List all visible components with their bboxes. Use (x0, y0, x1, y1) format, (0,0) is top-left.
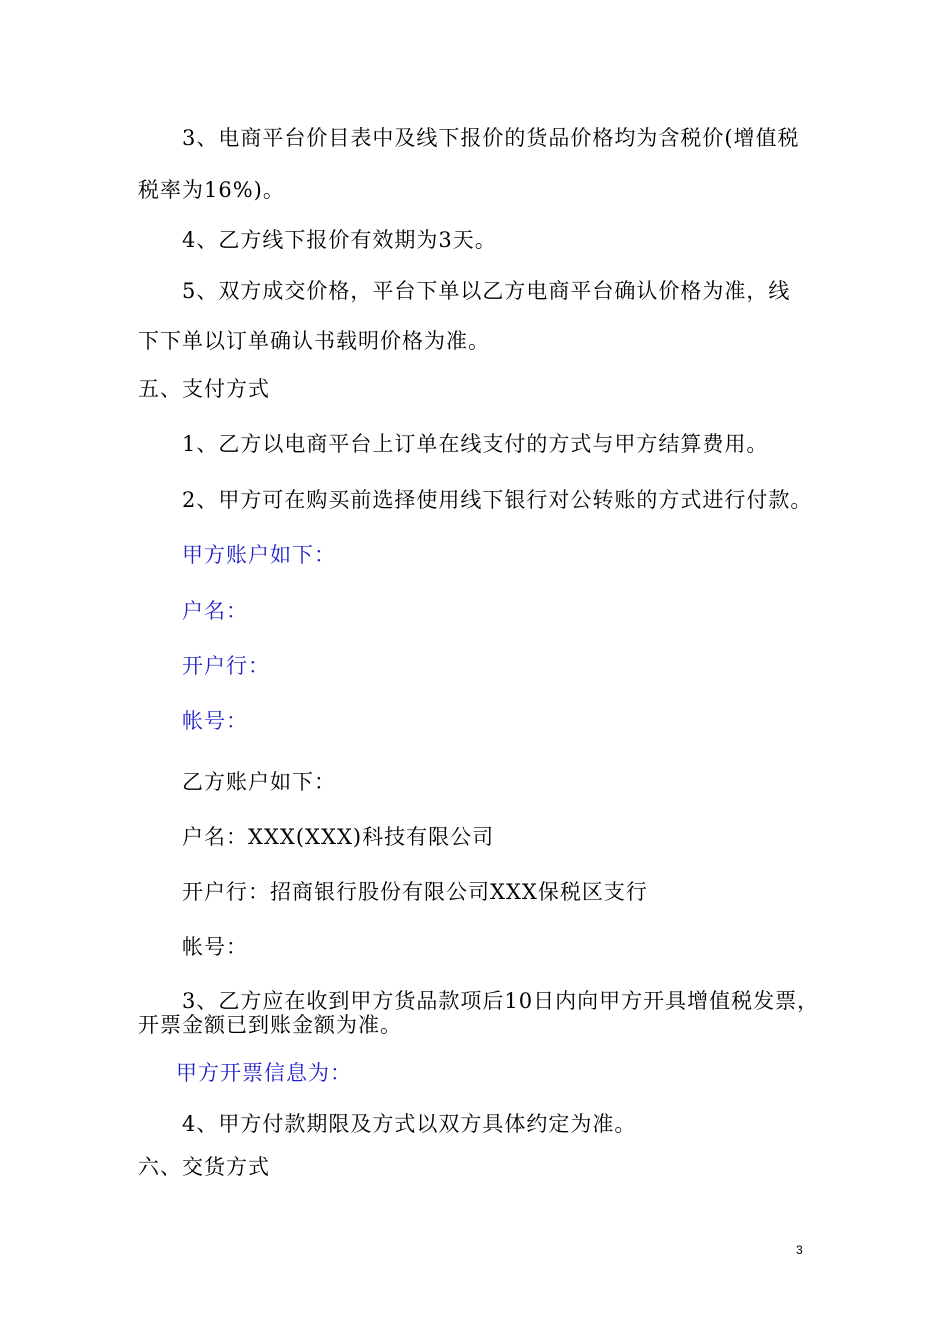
clause-5-1: 1、乙方以电商平台上订单在线支付的方式与甲方结算费用。 (182, 432, 769, 456)
party-a-account-name: 户名： (182, 599, 248, 623)
clause-4-3-line-2: 税率为16%)。 (138, 178, 285, 202)
clause-5-3-line-2: 开票金额已到账金额为准。 (138, 1013, 402, 1037)
party-b-account-number: 帐号： (182, 935, 248, 959)
party-b-account-name: 户名：XXX(XXX)科技有限公司 (182, 825, 495, 849)
page-number: 3 (796, 1243, 803, 1257)
party-a-account-number: 帐号： (182, 709, 248, 733)
clause-4-3-line-1: 3、电商平台价目表中及线下报价的货品价格均为含税价(增值税 (182, 126, 800, 150)
clause-5-2: 2、甲方可在购买前选择使用线下银行对公转账的方式进行付款。 (182, 488, 813, 512)
section-heading-payment: 五、支付方式 (138, 377, 270, 401)
clause-4-5-line-1: 5、双方成交价格，平台下单以乙方电商平台确认价格为准，线 (182, 279, 791, 303)
clause-5-4: 4、甲方付款期限及方式以双方具体约定为准。 (182, 1112, 637, 1136)
party-a-bank: 开户行： (182, 654, 270, 678)
party-b-bank: 开户行：招商银行股份有限公司XXX保税区支行 (182, 880, 648, 904)
party-b-account-heading: 乙方账户如下： (182, 770, 336, 794)
party-a-account-heading: 甲方账户如下： (182, 543, 336, 567)
party-a-invoice-info: 甲方开票信息为： (176, 1061, 352, 1085)
clause-4-4: 4、乙方线下报价有效期为3天。 (182, 228, 497, 252)
clause-4-5-line-2: 下下单以订单确认书载明价格为准。 (138, 329, 490, 353)
clause-5-3-line-1: 3、乙方应在收到甲方货品款项后10日内向甲方开具增值税发票， (182, 989, 820, 1013)
section-heading-delivery: 六、交货方式 (138, 1155, 270, 1179)
